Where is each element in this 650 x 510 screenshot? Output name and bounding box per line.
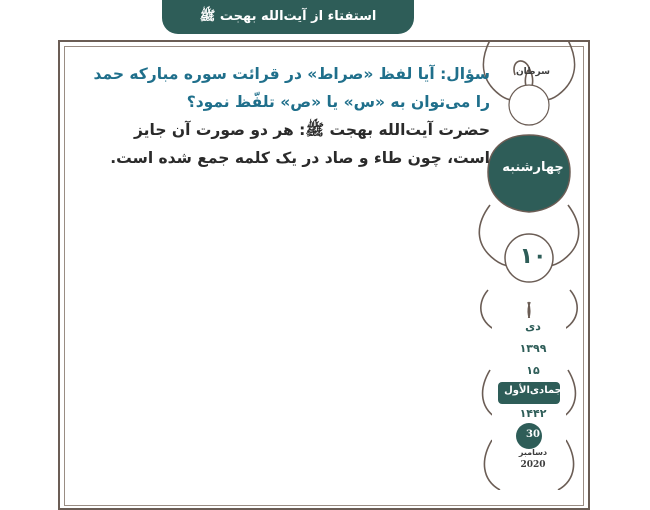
- gregorian-month: دسامبر: [518, 448, 548, 457]
- weekday: چهارشنبه: [502, 160, 564, 175]
- header-title-tab: [162, 0, 414, 34]
- lunar-year: ۱۴۴۲: [519, 407, 547, 420]
- zodiac-sign: سرطان: [516, 67, 550, 77]
- main-content: [90, 60, 490, 172]
- day-number: ۱۰: [519, 244, 547, 269]
- gregorian-year: 2020: [520, 460, 546, 470]
- question-text: سؤال: آیا لفظ «صراط» در قرائت سوره مبارکه حمد را می‌توان به «س» یا «ص» تلفّظ نمود؟: [93, 65, 490, 111]
- gregorian-day: 30: [526, 429, 540, 440]
- calendar-column: [493, 40, 573, 490]
- answer-text: حضرت آیت‌الله بهجت ﷺ: هر دو صورت آن جایز است، چون طاء و صاد در یک کلمه جمع شده است.: [110, 121, 490, 167]
- solar-month: دی: [525, 320, 541, 333]
- solar-year: ۱۳۹۹: [519, 342, 547, 355]
- header-title: استفتاء از آیت‌الله بهجت ﷺ: [199, 8, 377, 24]
- lunar-day: ۱۵: [526, 364, 540, 377]
- lunar-month: جمادی‌الأول: [504, 385, 562, 396]
